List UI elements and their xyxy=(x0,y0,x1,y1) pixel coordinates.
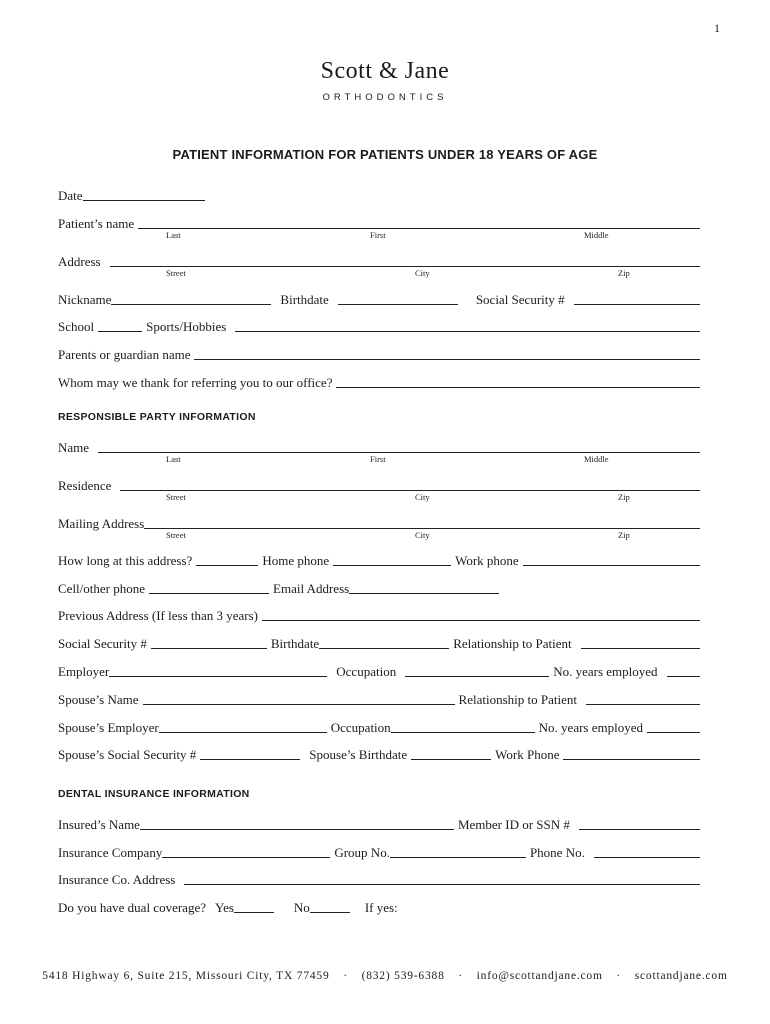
spouse-ssn-row xyxy=(58,743,700,763)
date-field[interactable] xyxy=(83,200,205,201)
mailing-sub-zip: Zip xyxy=(618,530,630,540)
previous-address-field[interactable] xyxy=(262,620,700,621)
brand-logo-name: Scott & Jane xyxy=(320,58,450,84)
footer-separator: · xyxy=(616,970,622,982)
spouse-occupation-field[interactable] xyxy=(391,732,535,733)
dual-coverage-label: Do you have dual coverage? xyxy=(58,900,206,915)
school-row xyxy=(58,315,700,335)
rp-name-sub-first: First xyxy=(370,454,386,464)
spouse-name-field[interactable] xyxy=(143,704,455,705)
form-title: PATIENT INFORMATION FOR PATIENTS UNDER 18 YEARS OF AGE xyxy=(172,147,598,162)
rp-name-sub-last: Last xyxy=(166,454,181,464)
rp-name-field[interactable] xyxy=(98,452,700,453)
rp-ssn-row xyxy=(58,632,700,652)
cell-row xyxy=(58,577,700,597)
dual-no-label: No xyxy=(293,900,310,915)
mailing-sub-city: City xyxy=(415,530,430,540)
insurance-company-row xyxy=(58,841,700,861)
guardian-field[interactable] xyxy=(194,359,700,360)
school-field[interactable] xyxy=(98,331,142,332)
address-label: Address xyxy=(58,254,101,269)
address-sub-street: Street xyxy=(166,268,186,278)
school-label: School xyxy=(58,319,95,334)
patient-name-sub-middle: Middle xyxy=(584,230,609,240)
spouse-name-label: Spouse’s Name xyxy=(58,692,139,707)
footer-website[interactable]: scottandjane.com xyxy=(634,970,728,982)
rp-birthdate-field[interactable] xyxy=(319,648,449,649)
employer-field[interactable] xyxy=(109,676,327,677)
address-row xyxy=(58,250,700,270)
email-label: Email Address xyxy=(273,581,350,596)
footer xyxy=(0,970,770,982)
insured-name-row xyxy=(58,813,700,833)
patient-name-sub-last: Last xyxy=(166,230,181,240)
employer-label: Employer xyxy=(58,664,110,679)
spouse-employer-field[interactable] xyxy=(159,732,327,733)
page-number: 1 xyxy=(714,21,720,35)
dual-coverage-row xyxy=(58,896,700,916)
insured-name-field[interactable] xyxy=(140,829,454,830)
insurance-phone-label: Phone No. xyxy=(529,845,585,860)
spouse-work-phone-field[interactable] xyxy=(563,759,700,760)
spouse-employer-label: Spouse’s Employer xyxy=(58,720,159,735)
previous-address-label: Previous Address (If less than 3 years) xyxy=(58,608,259,623)
spouse-birthdate-label: Spouse’s Birthdate xyxy=(309,747,408,762)
footer-email[interactable]: info@scottandjane.com xyxy=(476,970,603,982)
spouse-occupation-label: Occupation xyxy=(330,720,391,735)
relationship-label: Relationship to Patient xyxy=(453,636,572,651)
dual-yes-field[interactable] xyxy=(234,912,274,913)
insurance-company-field[interactable] xyxy=(162,857,330,858)
work-phone-label: Work phone xyxy=(455,553,519,568)
responsible-party-heading: RESPONSIBLE PARTY INFORMATION xyxy=(58,411,256,423)
birthdate-label: Birthdate xyxy=(280,292,329,307)
insured-name-label: Insured’s Name xyxy=(58,817,140,832)
residence-sub-zip: Zip xyxy=(618,492,630,502)
dual-yes-label: Yes xyxy=(215,900,234,915)
footer-separator: · xyxy=(343,970,348,982)
footer-phone: (832) 539-6388 xyxy=(361,970,445,982)
address-sub-zip: Zip xyxy=(618,268,630,278)
if-yes-label: If yes: xyxy=(364,900,398,915)
nickname-label: Nickname xyxy=(58,292,112,307)
birthdate-field[interactable] xyxy=(338,304,458,305)
spouse-work-phone-label: Work Phone xyxy=(495,747,560,762)
member-id-field[interactable] xyxy=(579,829,700,830)
work-phone-field[interactable] xyxy=(523,565,700,566)
patient-name-row xyxy=(58,212,700,232)
patient-name-field[interactable] xyxy=(138,228,700,229)
mailing-sub-street: Street xyxy=(166,530,186,540)
years-employed-field[interactable] xyxy=(667,676,700,677)
spouse-ssn-field[interactable] xyxy=(200,759,300,760)
spouse-ssn-label: Spouse’s Social Security # xyxy=(58,747,197,762)
email-field[interactable] xyxy=(349,593,499,594)
sports-label: Sports/Hobbies xyxy=(146,319,227,334)
sports-field[interactable] xyxy=(235,331,700,332)
how-long-label: How long at this address? xyxy=(58,553,193,568)
patient-name-label: Patient’s name xyxy=(58,216,135,231)
spouse-years-label: No. years employed xyxy=(538,720,644,735)
insurance-address-field[interactable] xyxy=(184,884,700,885)
residence-sub-street: Street xyxy=(166,492,186,502)
referral-label: Whom may we thank for referring you to our office? xyxy=(58,375,333,390)
employer-row xyxy=(58,660,700,680)
brand-logo-subtitle: ORTHODONTICS xyxy=(322,92,448,103)
occupation-label: Occupation xyxy=(336,664,397,679)
dental-insurance-heading: DENTAL INSURANCE INFORMATION xyxy=(58,788,250,800)
spouse-years-field[interactable] xyxy=(647,732,700,733)
home-phone-field[interactable] xyxy=(333,565,451,566)
previous-address-row xyxy=(58,604,700,624)
ssn-field[interactable] xyxy=(574,304,700,305)
rp-name-row xyxy=(58,436,700,456)
address-sub-city: City xyxy=(415,268,430,278)
footer-separator: · xyxy=(458,970,463,982)
cell-label: Cell/other phone xyxy=(58,581,146,596)
patient-name-sub-first: First xyxy=(370,230,386,240)
mailing-row xyxy=(58,512,700,532)
mailing-label: Mailing Address xyxy=(58,516,145,531)
dual-no-field[interactable] xyxy=(310,912,350,913)
guardian-row xyxy=(58,343,700,363)
insurance-address-row xyxy=(58,868,700,888)
group-no-field[interactable] xyxy=(390,857,526,858)
date-row xyxy=(58,184,700,204)
relationship-field[interactable] xyxy=(581,648,700,649)
how-long-row xyxy=(58,549,700,569)
ssn-label: Social Security # xyxy=(475,292,565,307)
footer-address: 5418 Highway 6, Suite 215, Missouri City, TX 77459 xyxy=(42,970,330,982)
referral-row xyxy=(58,371,700,391)
rp-ssn-field[interactable] xyxy=(151,648,267,649)
rp-ssn-label: Social Security # xyxy=(58,636,147,651)
rp-name-label: Name xyxy=(58,440,90,455)
rp-birthdate-label: Birthdate xyxy=(270,636,320,651)
date-label: Date xyxy=(58,188,83,203)
home-phone-label: Home phone xyxy=(262,553,330,568)
guardian-label: Parents or guardian name xyxy=(58,347,191,362)
referral-field[interactable] xyxy=(336,387,700,388)
residence-field[interactable] xyxy=(120,490,700,491)
occupation-field[interactable] xyxy=(405,676,549,677)
mailing-field[interactable] xyxy=(144,528,700,529)
spouse-employer-row xyxy=(58,716,700,736)
group-no-label: Group No. xyxy=(334,845,390,860)
insurance-address-label: Insurance Co. Address xyxy=(58,872,176,887)
spouse-relationship-field[interactable] xyxy=(586,704,700,705)
years-employed-label: No. years employed xyxy=(553,664,658,679)
insurance-phone-field[interactable] xyxy=(594,857,700,858)
address-field[interactable] xyxy=(110,266,700,267)
how-long-field[interactable] xyxy=(196,565,258,566)
residence-sub-city: City xyxy=(415,492,430,502)
spouse-name-row xyxy=(58,688,700,708)
spouse-birthdate-field[interactable] xyxy=(411,759,491,760)
rp-name-sub-middle: Middle xyxy=(584,454,609,464)
nickname-row xyxy=(58,288,700,308)
residence-label: Residence xyxy=(58,478,112,493)
cell-field[interactable] xyxy=(149,593,269,594)
nickname-field[interactable] xyxy=(111,304,271,305)
spouse-relationship-label: Relationship to Patient xyxy=(458,692,577,707)
residence-row xyxy=(58,474,700,494)
member-id-label: Member ID or SSN # xyxy=(457,817,570,832)
insurance-company-label: Insurance Company xyxy=(58,845,163,860)
